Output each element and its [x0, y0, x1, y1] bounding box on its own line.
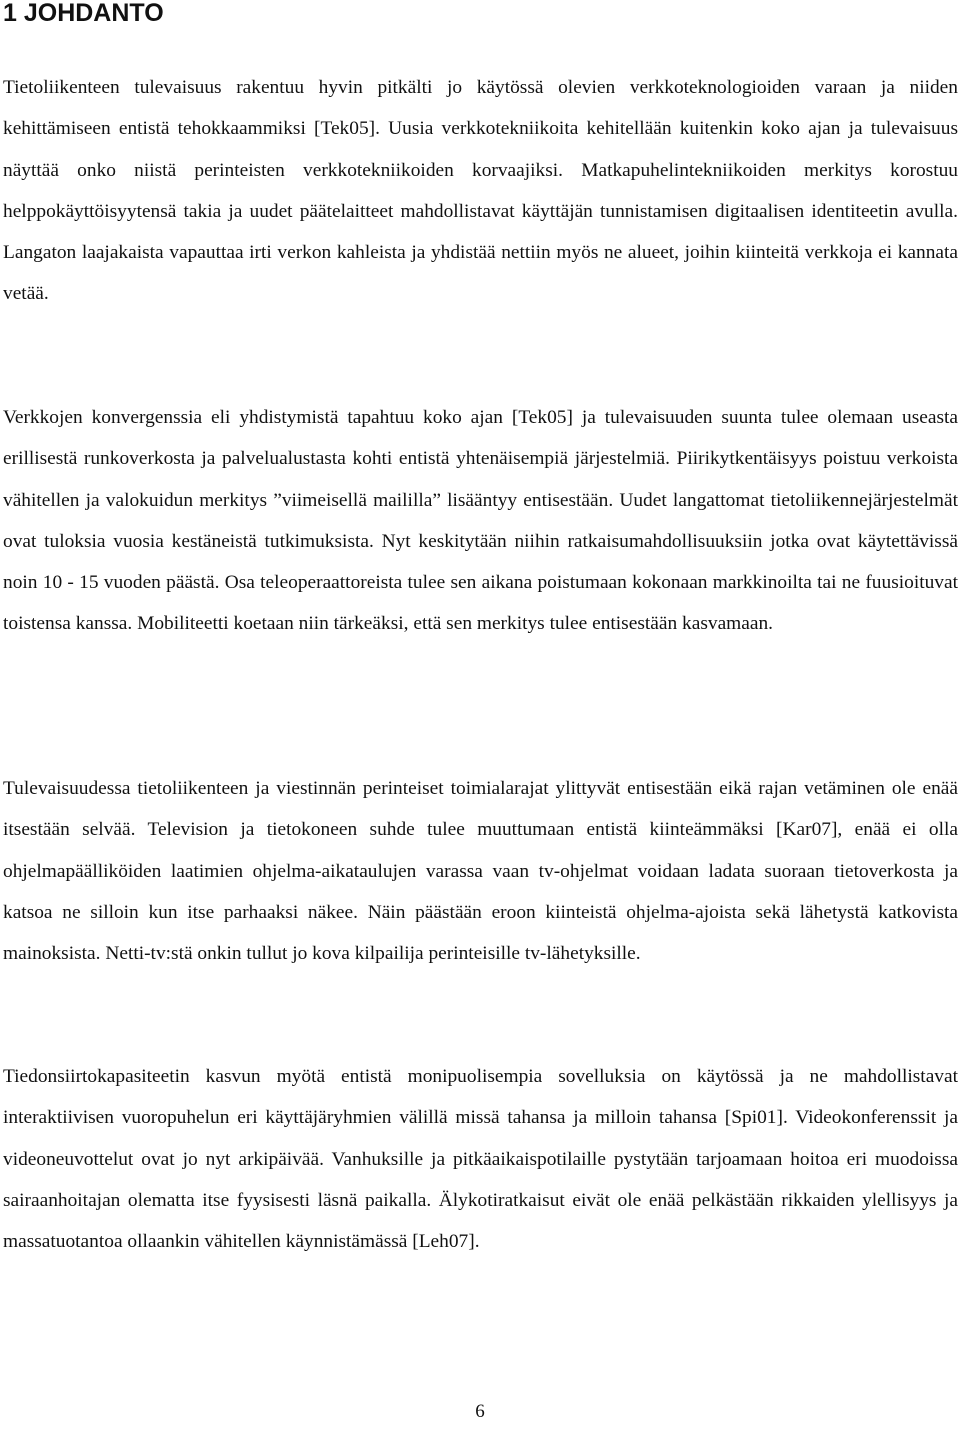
- paragraph: Tiedonsiirtokapasiteetin kasvun myötä entistä monipuolisempia sovelluksia on käytössä ja ne mahdollistavat interaktiivisen vuoropuhelun eri käyttäjäryhmien välillä missä tahansa ja milloin tahansa [Spi01]. Videokonferenssit ja videoneuvottelut ovat jo nyt arkipäivää. Vanhuksille ja pitkäaikaispotilaille pystytään tarjoamaan hoitoa eri muodoissa sairaanhoitajan olematta itse fyysisesti läsnä paikalla. Älykotiratkaisut eivät ole enää pelkästään rikkaiden ylellisyys ja massatuotantoa ollaankin vähitellen käynnistämässä [Leh07].: [3, 1066, 958, 1253]
- paragraph: Verkkojen konvergenssia eli yhdistymistä tapahtuu koko ajan [Tek05] ja tulevaisuuden suunta tulee olemaan useasta erillisestä runkoverkosta ja palvelualustasta kohti entistä yhtenäisempiä järjestelmiä. Piirikytkentäisyys poistuu verkoista vähitellen ja valokuidun merkitys ”viimeisellä maililla” lisääntyy entisestään. Uudet langattomat tietoliikennejärjestelmät ovat tuloksia vuosia kestäneistä tutkimuksista. Nyt keskitytään niihin ratkaisumahdollisuuksiin jotka ovat käytettävissä noin 10 - 15 vuoden päästä. Osa teleoperaattoreista tulee sen aikana poistumaan kokonaan markkinoilta tai ne fuusioituvat toistensa kanssa. Mobiliteetti koetaan niin tärkeäksi, että sen merkitys tulee entisestään kasvamaan.: [3, 407, 958, 635]
- chapter-heading: 1 JOHDANTO: [3, 0, 164, 27]
- page-number: 6: [475, 1401, 485, 1422]
- paragraph: Tietoliikenteen tulevaisuus rakentuu hyvin pitkälti jo käytössä olevien verkkoteknologioiden varaan ja niiden kehittämiseen entistä tehokkaammiksi [Tek05]. Uusia verkkotekniikoita kehitellään kuitenkin koko ajan ja tulevaisuus näyttää onko niistä perinteisten verkkotekniikoiden korvaajiksi. Matkapuhelintekniikoiden merkitys korostuu helppokäyttöisyytensä takia ja uudet päätelaitteet mahdollistavat käyttäjän tunnistamisen digitaalisen identiteetin avulla. Langaton laajakaista vapauttaa irti verkon kahleista ja yhdistää nettiin myös ne alueet, joihin kiinteitä verkkoja ei kannata vetää.: [3, 77, 958, 305]
- paragraph: Tulevaisuudessa tietoliikenteen ja viestinnän perinteiset toimialarajat ylittyvät entisestään eikä rajan vetäminen ole enää itsestään selvää. Television ja tietokoneen suhde tulee muuttumaan entistä kiinteämmäksi [Kar07], enää ei olla ohjelmapäälliköiden laatimien ohjelma-aikataulujen varassa vaan tv-ohjelmat voidaan ladata suoraan tietoverkosta ja katsoa ne silloin kun itse parhaaksi näkee. Näin päästään eroon kiinteistä ohjelma-ajoista sekä lähetystä katkovista mainoksista. Netti-tv:stä onkin tullut jo kova kilpailija perinteisille tv-lähetyksille.: [3, 778, 958, 965]
